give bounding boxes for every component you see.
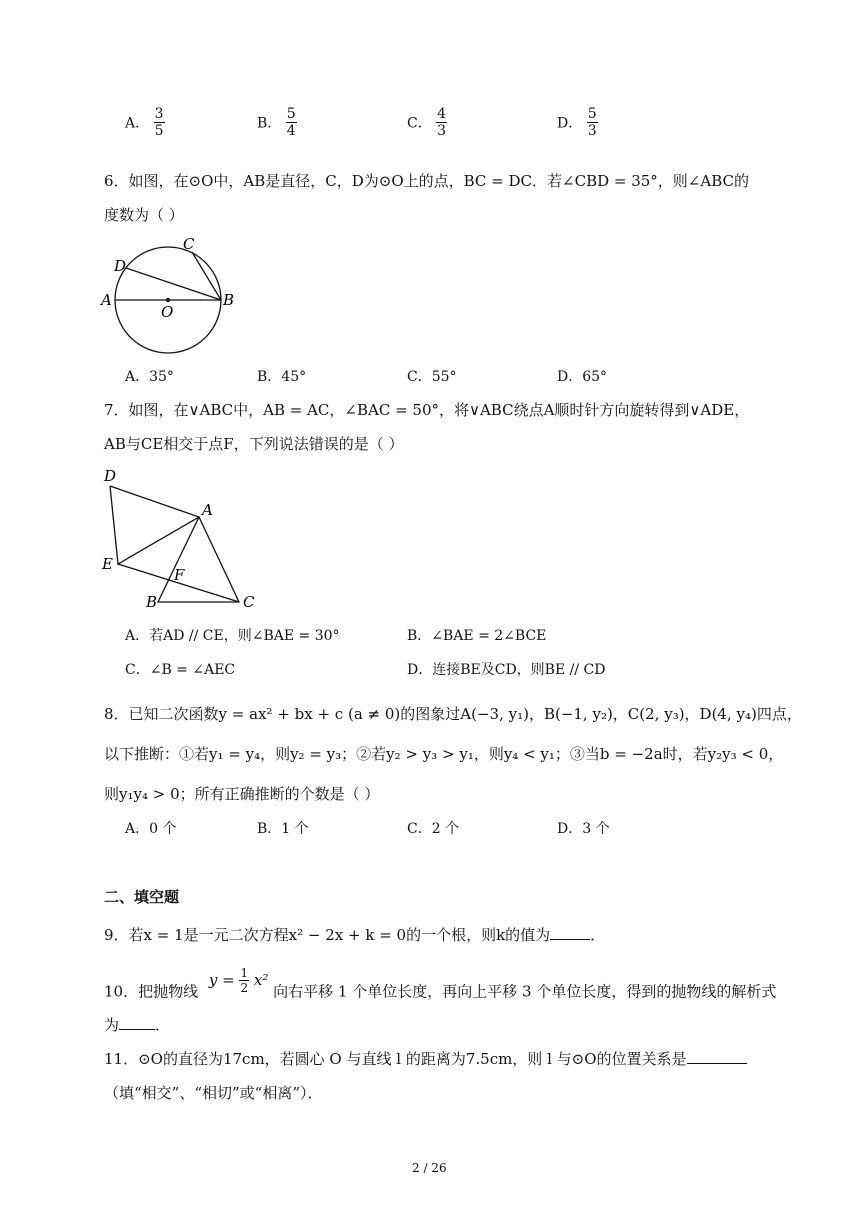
center-dot [166,298,170,302]
q5-option-d: D． $\frac{5}{3}$ [557,106,597,139]
q8-option-c: C．2 个 [407,821,460,837]
q11-answer-blank[interactable] [687,1063,747,1064]
triangle-ade [110,486,199,564]
q7-option-c: C．∠B = ∠AEC [125,662,236,678]
q8-line3: 则y₁y₄ > 0；所有正确推断的个数是（ ） [104,785,380,803]
q7-line2: AB与CE相交于点F，下列说法错误的是（ ） [104,435,404,453]
q7-line1: 7．如图，在∨ABC中，AB = AC，∠BAC = 50°，将∨ABC绕点A顺时针方向旋转得到∨ADE， [104,401,750,419]
q11-line2: （填“相交”、“相切”或“相离”）． [104,1084,323,1102]
q6-option-a: A．35° [125,369,174,385]
q8-line2: 以下推断：①若y₁ = y₄，则y₂ = y₃；②若y₂ > y₃ > y₁，则y₄ < y₁；③当b = −2a时，若y₂y₃ < 0， [104,745,784,763]
label-e: E [102,555,113,573]
q7-option-a: A．若AD // CE，则∠BAE = 30° [125,628,340,644]
q5-option-a: A． $\frac{3}{5}$ [125,106,164,139]
label-a: A [202,501,213,519]
q8-option-b: B．1 个 [257,821,309,837]
q5-option-b: B． $\frac{5}{4}$ [257,106,296,139]
label-d: D [114,257,127,275]
q11-line1: 11．⊙O的直径为17cm，若圆心 O 与直线 l 的距离为7.5cm，则 l 与⊙O的位置关系是 [104,1048,747,1070]
q10-line1: 10．把抛物线 y = $\frac{1}{2}$ x² 向右平移 1 个单位长度，再向上平移 3 个单位长度，得到的抛物线的解析式 [104,966,777,1001]
q10-answer-blank[interactable] [119,1029,155,1030]
q10-line2: 为 ． [104,1016,171,1034]
q7-triangle-figure [98,462,273,617]
q6-option-d: D．65° [557,369,608,385]
q6-line1: 6．如图，在⊙O中，AB是直径，C，D为⊙O上的点，BC = DC．若∠CBD = 35°，则∠ABC的 [104,172,749,190]
section-title: 二、填空题 [104,888,180,906]
label-c: C [243,593,255,611]
label-b: B [146,593,158,611]
q6-circle-figure [95,230,245,360]
q9: 9．若x = 1是一元二次方程x² − 2x + k = 0的一个根，则k的值为 ． [104,926,606,944]
q6-option-c: C．55° [407,369,457,385]
label-o: O [161,303,174,321]
label-d: D [104,467,117,485]
q6-line2: 度数为（ ） [104,206,184,224]
q9-answer-blank[interactable] [550,939,590,940]
label-f: F [174,566,185,584]
q5-option-c: C． $\frac{4}{3}$ [407,106,447,139]
q7-option-b: B．∠BAE = 2∠BCE [407,628,547,644]
label-b: B [223,291,235,309]
q8-line1: 8．已知二次函数y = ax² + bx + c (a ≠ 0)的图象过A(−3, y₁)，B(−1, y₂)，C(2, y₃)，D(4, y₄)四点， [104,705,802,723]
q7-option-d: D．连接BE及CD，则BE // CD [407,662,606,678]
label-c: C [183,235,195,253]
chord-db [126,268,221,300]
page-number: 2 / 26 [412,1161,447,1175]
q6-option-b: B．45° [257,369,307,385]
chord-cb [192,252,221,300]
q8-option-d: D．3 个 [557,821,610,837]
label-a: A [101,291,112,309]
q8-option-a: A．0 个 [125,821,177,837]
